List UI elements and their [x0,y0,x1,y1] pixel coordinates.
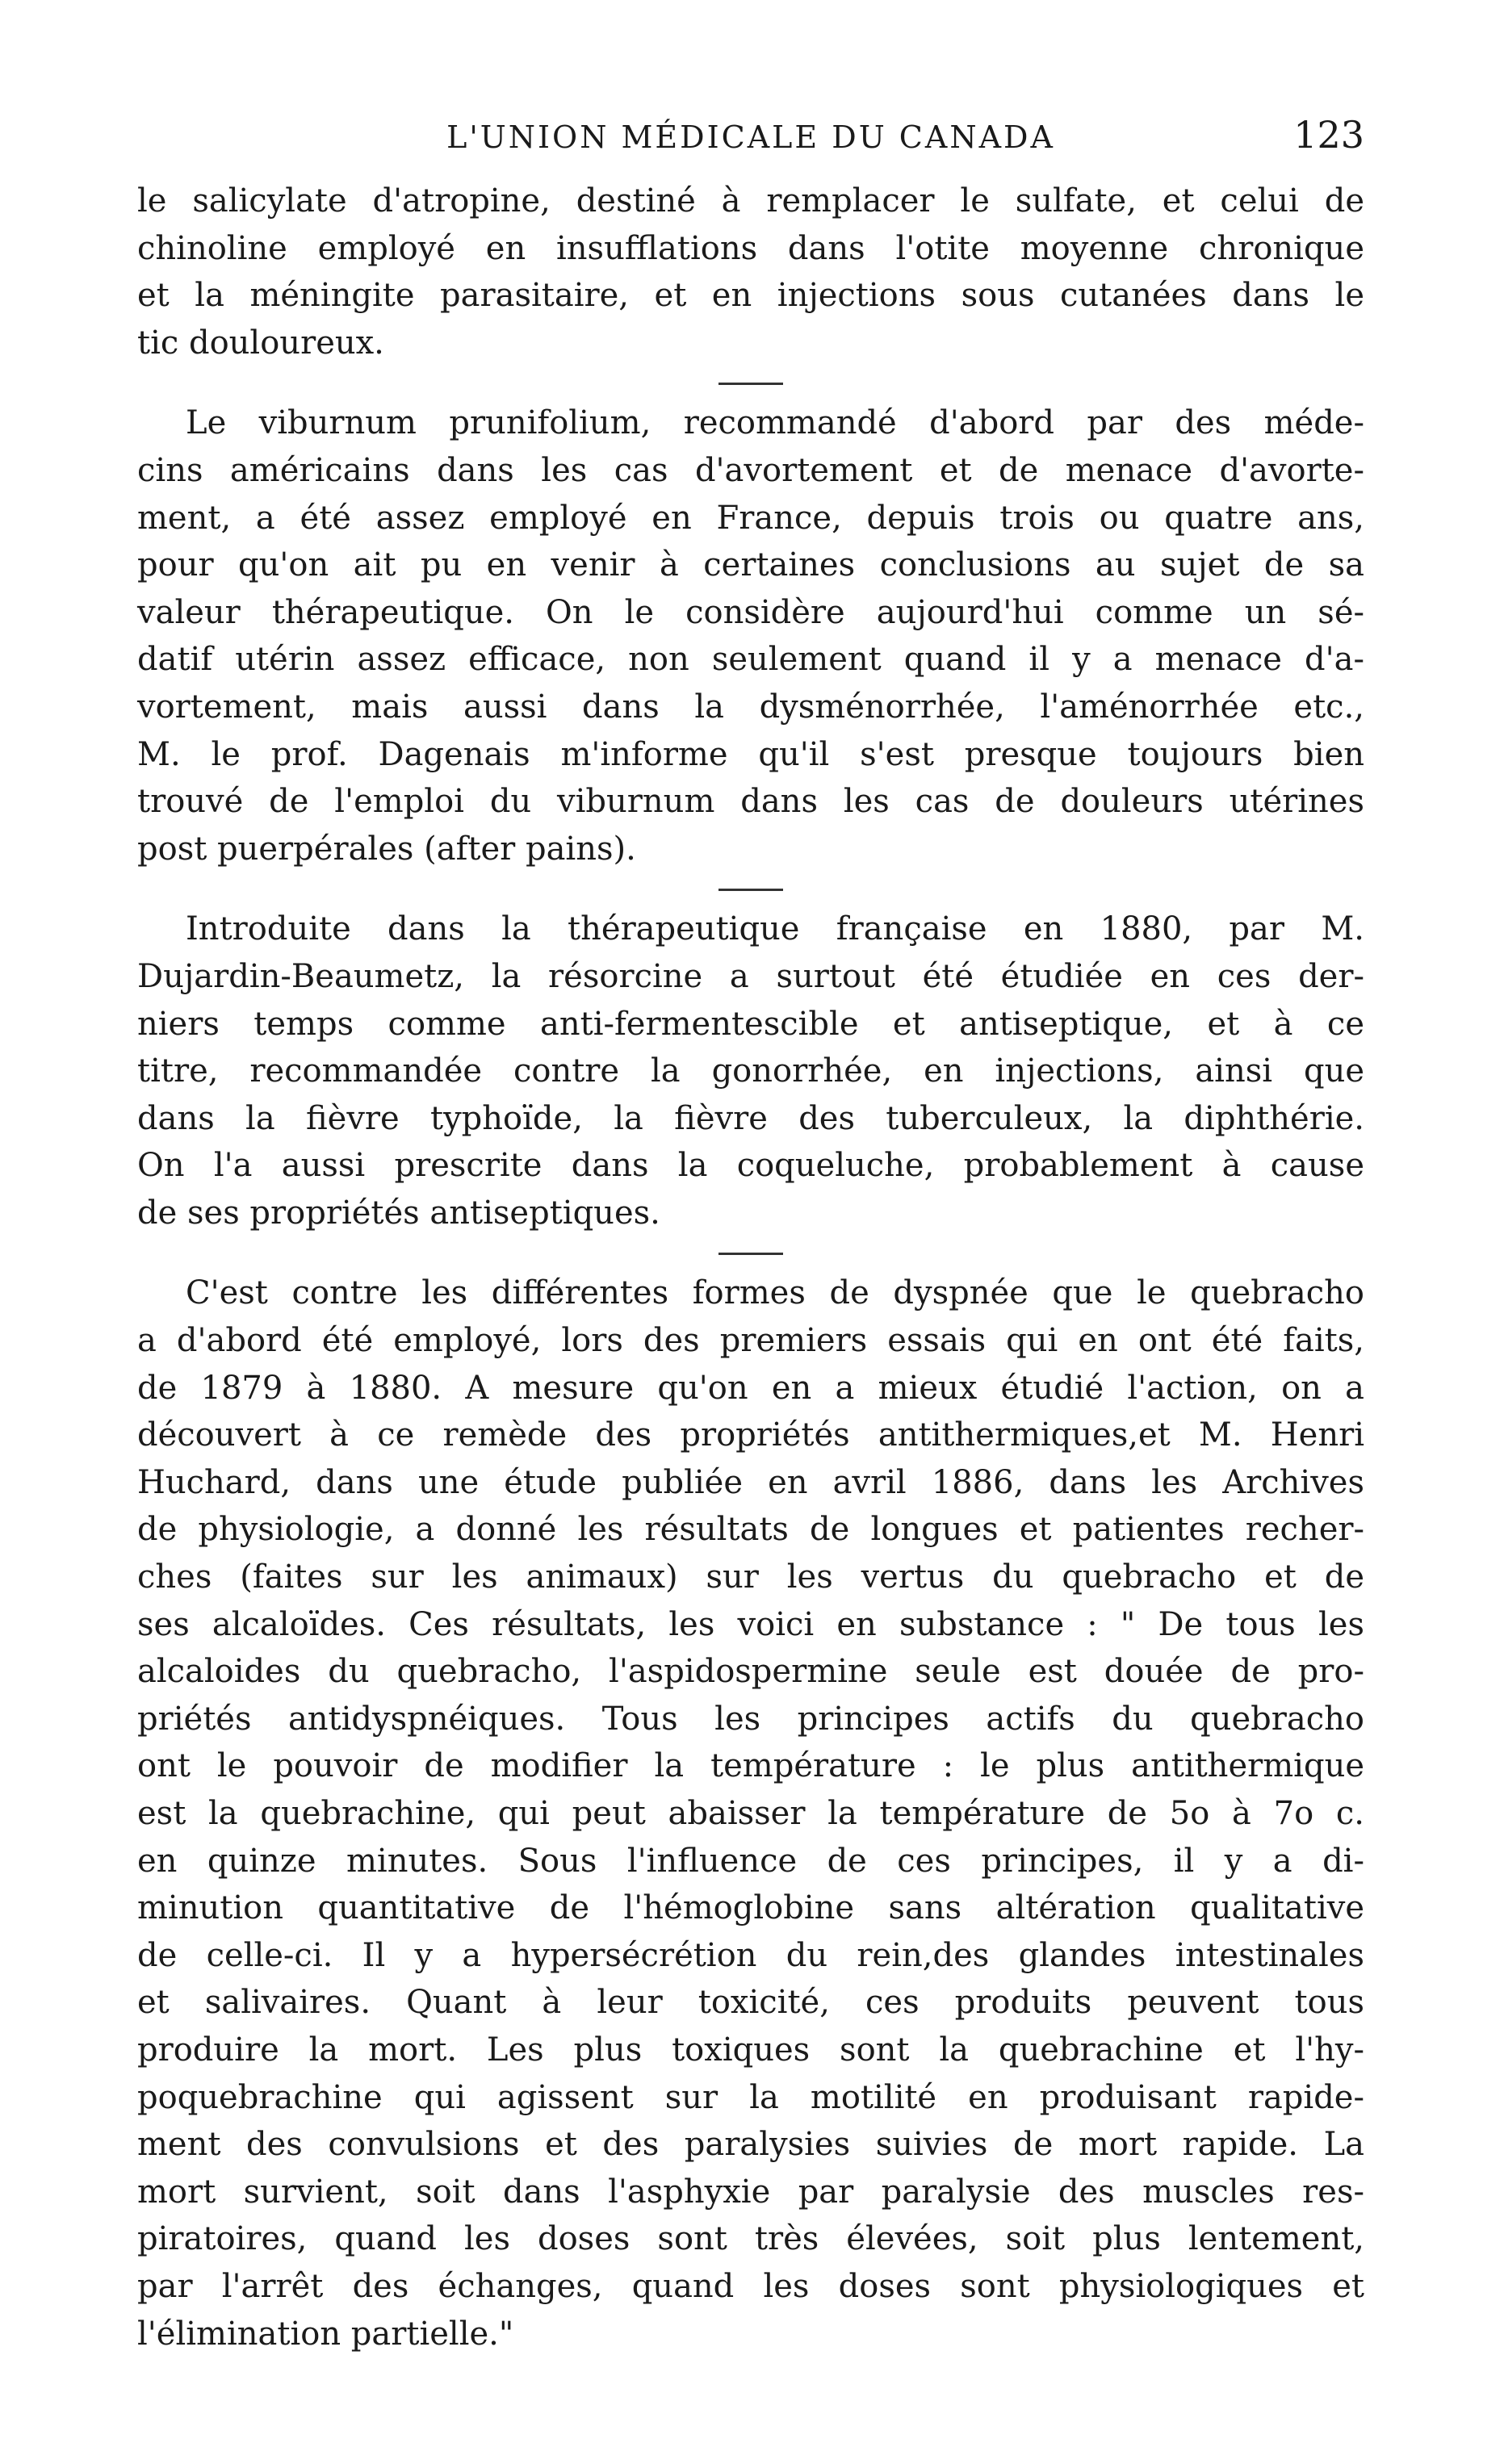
text-line: est la quebrachine, qui peut abaisser la température de 5o à 7o c. [137,1795,1364,1832]
text-line: datif utérin assez efficace, non seulement quand il y a menace d'a- [137,641,1364,679]
text-line: produire la mort. Les plus toxiques sont la quebrachine et l'hy- [137,2031,1364,2069]
text-line: pour qu'on ait pu en venir à certaines conclusions au sujet de sa [137,546,1364,584]
text-line: C'est contre les différentes formes de dyspnée que le quebracho [186,1274,1364,1312]
separator-rule [718,889,783,891]
text-line: ches (faites sur les animaux) sur les vertus du quebracho et de [137,1558,1364,1596]
text-line: vortement, mais aussi dans la dysménorrhée, l'aménorrhée etc., [137,688,1364,726]
running-title: L'UNION MÉDICALE DU CANADA [446,119,1055,155]
text-line: cins américains dans les cas d'avortement et de menace d'avorte- [137,451,1364,489]
paragraph [137,906,1364,1236]
text-line: tic douloureux. [137,324,384,362]
text-line: a d'abord été employé, lors des premiers essais qui en ont été faits, [137,1322,1364,1360]
text-line: par l'arrêt des échanges, quand les doses sont physiologiques et [137,2267,1364,2305]
text-line: de physiologie, a donné les résultats de longues et patientes recher- [137,1511,1364,1549]
text-line: priétés antidyspnéiques. Tous les principes actifs du quebracho [137,1700,1364,1738]
text-line: de celle-ci. Il y a hypersécrétion du rein,des glandes intestinales [137,1936,1364,1974]
text-line: le salicylate d'atropine, destiné à remplacer le sulfate, et celui de [137,182,1364,220]
text-line: et la méningite parasitaire, et en injections sous cutanées dans le [137,277,1364,315]
text-line: de ses propriétés antiseptiques. [137,1194,660,1232]
text-line: ment des convulsions et des paralysies suivies de mort rapide. La [137,2126,1364,2164]
text-line: M. le prof. Dagenais m'informe qu'il s'est presque toujours bien [137,735,1364,773]
text-line: de 1879 à 1880. A mesure qu'on en a mieux étudié l'action, on a [137,1369,1364,1407]
text-line: découvert à ce remède des propriétés antithermiques,et M. Henri [137,1416,1364,1454]
text-line: post puerpérales (after pains). [137,830,636,868]
text-line: et salivaires. Quant à leur toxicité, ces produits peuvent tous [137,1984,1364,2022]
text-line: valeur thérapeutique. On le considère aujourd'hui comme un sé- [137,593,1364,631]
text-line: piratoires, quand les doses sont très élevées, soit plus lentement, [137,2220,1364,2258]
paragraph [137,1270,1364,2357]
page-header [137,113,1364,178]
text-line: l'élimination partielle." [137,2315,514,2353]
text-line: minution quantitative de l'hémoglobine sans altération qualitative [137,1889,1364,1927]
paragraph [137,400,1364,872]
text-line: On l'a aussi prescrite dans la coqueluche, probablement à cause [137,1147,1364,1185]
separator-rule [718,1253,783,1255]
text-line: ment, a été assez employé en France, depuis trois ou quatre ans, [137,499,1364,537]
page-number: 123 [1293,113,1364,157]
text-line: poquebrachine qui agissent sur la motilité en produisant rapide- [137,2078,1364,2116]
text-line: alcaloides du quebracho, l'aspidospermine seule est douée de pro- [137,1653,1364,1691]
text-line: ont le pouvoir de modifier la température : le plus antithermique [137,1747,1364,1785]
text-line: ses alcaloïdes. Ces résultats, les voici en substance : " De tous les [137,1605,1364,1643]
separator-rule [718,383,783,385]
text-line: chinoline employé en insufflations dans l'otite moyenne chronique [137,229,1364,267]
text-line: mort survient, soit dans l'asphyxie par paralysie des muscles res- [137,2173,1364,2211]
text-line: Dujardin-Beaumetz, la résorcine a surtout été étudiée en ces der- [137,957,1364,995]
text-line: en quinze minutes. Sous l'influence de ces principes, il y a di- [137,1842,1364,1880]
text-line: dans la fièvre typhoïde, la fièvre des tuberculeux, la diphthérie. [137,1099,1364,1137]
text-line: Huchard, dans une étude publiée en avril 1886, dans les Archives [137,1463,1364,1501]
text-line: Le viburnum prunifolium, recommandé d'abord par des méde- [186,404,1364,442]
text-line: titre, recommandée contre la gonorrhée, en injections, ainsi que [137,1052,1364,1090]
text-line: niers temps comme anti-fermentescible et antiseptique, et à ce [137,1005,1364,1043]
document-page [137,113,1364,2357]
text-line: Introduite dans la thérapeutique française en 1880, par M. [186,910,1364,948]
text-line: trouvé de l'emploi du viburnum dans les cas de douleurs utérines [137,783,1364,821]
paragraph [137,178,1364,366]
